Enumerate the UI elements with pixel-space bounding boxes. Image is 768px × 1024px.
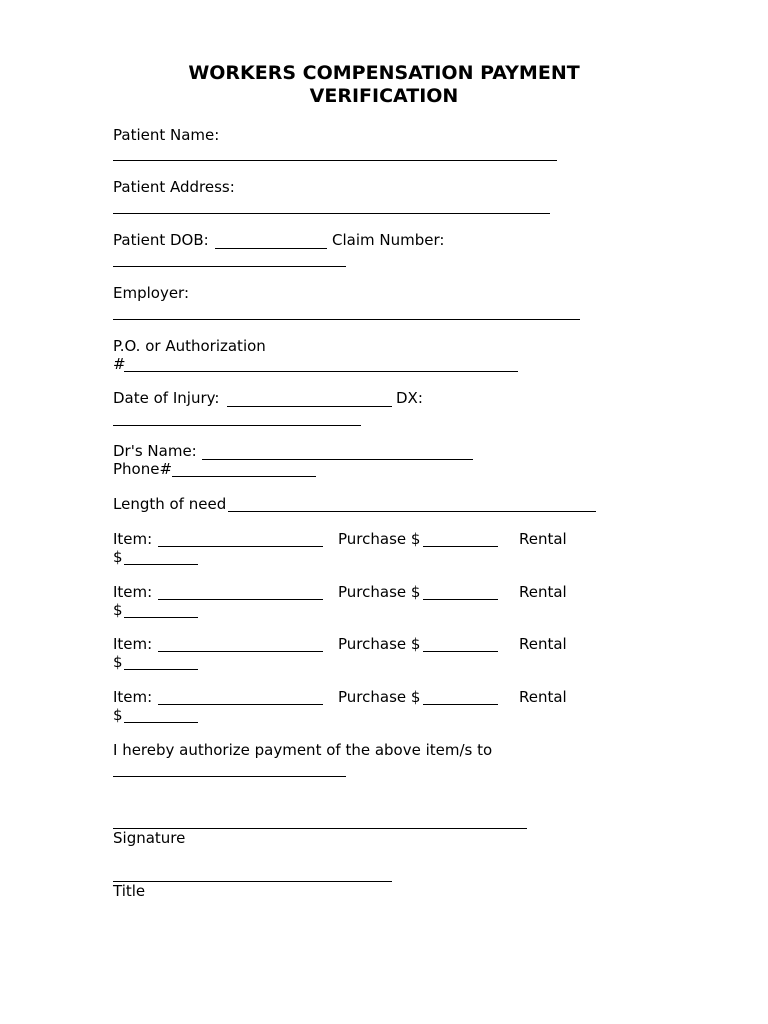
date-of-injury-label: Date of Injury: (113, 389, 220, 407)
rental-label: Rental (519, 635, 567, 653)
dr-name-label: Dr's Name: (113, 442, 197, 460)
patient-dob-label: Patient DOB: (113, 231, 209, 249)
rental-label: Rental (519, 530, 567, 548)
employer-label: Employer: (113, 284, 190, 302)
item-field-line[interactable] (158, 546, 323, 547)
patient-name-label: Patient Name: (113, 126, 220, 144)
length-of-need-label: Length of need (113, 495, 227, 513)
item-label: Item: (113, 688, 153, 706)
patient-address-field-line[interactable] (113, 213, 550, 214)
po-hash-label: # (113, 355, 126, 373)
rental-dollar-label: $ (113, 548, 123, 566)
form-title-line-1: WORKERS COMPENSATION PAYMENT (188, 62, 580, 84)
purchase-field-line[interactable] (423, 651, 498, 652)
rental-field-line[interactable] (124, 564, 198, 565)
phone-field-line[interactable] (172, 476, 316, 477)
rental-label: Rental (519, 583, 567, 601)
patient-dob-field-line[interactable] (215, 248, 327, 249)
dr-name-field-line[interactable] (202, 459, 473, 460)
po-authorization-label: P.O. or Authorization (113, 337, 266, 355)
employer-field-line[interactable] (113, 319, 580, 320)
authorize-payee-field-line[interactable] (113, 776, 346, 777)
claim-number-field-line[interactable] (113, 266, 346, 267)
patient-address-label: Patient Address: (113, 178, 235, 196)
date-of-injury-field-line[interactable] (227, 406, 392, 407)
claim-number-label: Claim Number: (332, 231, 445, 249)
dx-label: DX: (396, 389, 423, 407)
purchase-field-line[interactable] (423, 599, 498, 600)
length-of-need-field-line[interactable] (228, 511, 596, 512)
item-field-line[interactable] (158, 599, 323, 600)
title-field-line[interactable] (113, 881, 392, 882)
rental-field-line[interactable] (124, 722, 198, 723)
purchase-field-line[interactable] (423, 704, 498, 705)
phone-label: Phone# (113, 460, 173, 478)
title-label: Title (113, 882, 146, 900)
rental-label: Rental (519, 688, 567, 706)
purchase-label: Purchase $ (338, 635, 421, 653)
rental-dollar-label: $ (113, 653, 123, 671)
purchase-label: Purchase $ (338, 688, 421, 706)
item-field-line[interactable] (158, 651, 323, 652)
purchase-label: Purchase $ (338, 530, 421, 548)
rental-dollar-label: $ (113, 601, 123, 619)
purchase-field-line[interactable] (423, 546, 498, 547)
patient-name-field-line[interactable] (113, 160, 557, 161)
rental-dollar-label: $ (113, 706, 123, 724)
rental-field-line[interactable] (124, 617, 198, 618)
form-title-line-2: VERIFICATION (309, 85, 459, 107)
authorize-statement: I hereby authorize payment of the above item/s to (113, 741, 493, 759)
item-label: Item: (113, 583, 153, 601)
dx-field-line[interactable] (113, 425, 361, 426)
signature-label: Signature (113, 829, 186, 847)
item-label: Item: (113, 530, 153, 548)
item-field-line[interactable] (158, 704, 323, 705)
purchase-label: Purchase $ (338, 583, 421, 601)
po-authorization-field-line[interactable] (124, 371, 518, 372)
rental-field-line[interactable] (124, 669, 198, 670)
item-label: Item: (113, 635, 153, 653)
